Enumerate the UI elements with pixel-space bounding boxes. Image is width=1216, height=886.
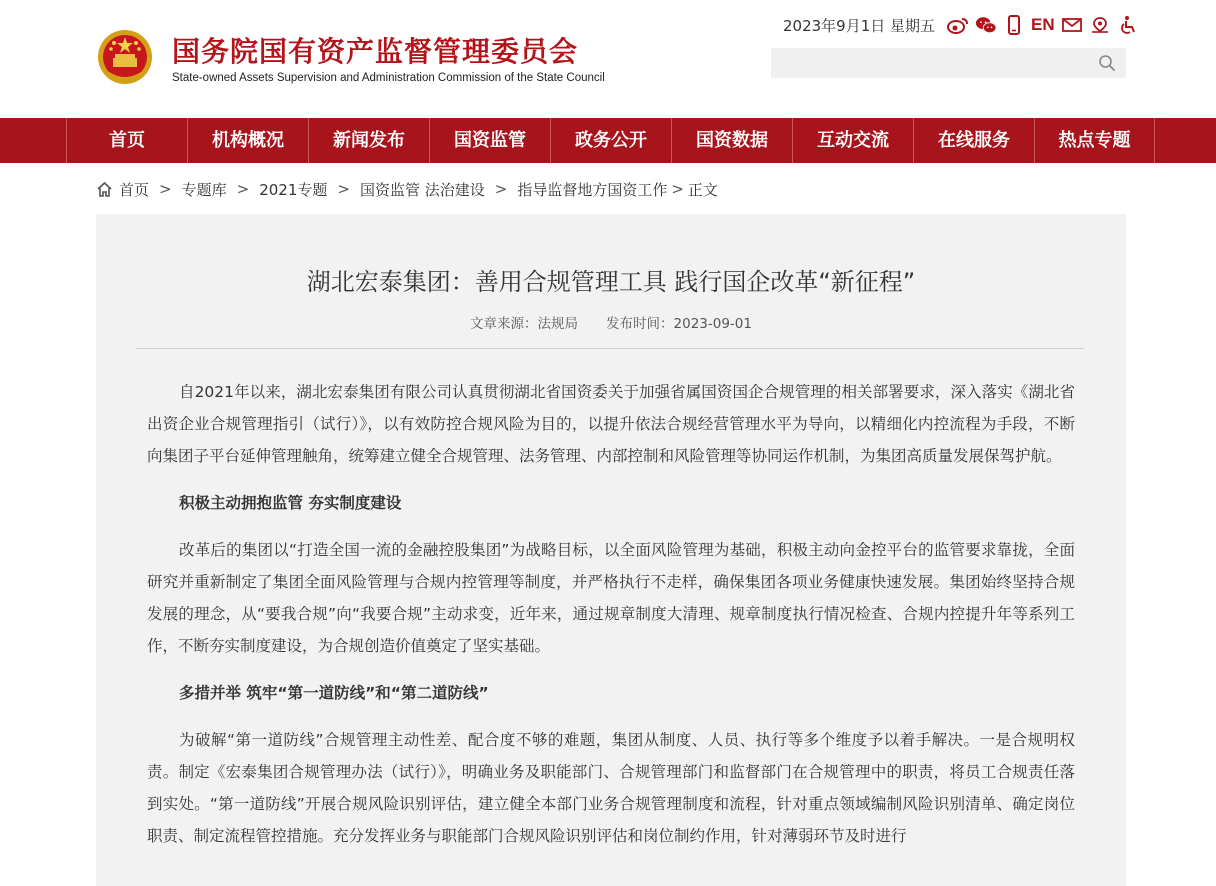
current-date: 2023年9月1日 星期五	[783, 16, 936, 35]
accessibility-icon[interactable]	[1117, 14, 1139, 36]
breadcrumb-separator: >	[159, 180, 172, 198]
mail-icon[interactable]	[1061, 14, 1083, 36]
site-title[interactable]: 国务院国有资产监督管理委员会	[172, 35, 579, 68]
breadcrumb-topic-library[interactable]: 专题库	[181, 180, 227, 199]
nav-item-interaction[interactable]: 互动交流	[792, 118, 913, 163]
article-body	[147, 376, 1075, 852]
breadcrumb-2021-topics[interactable]: 2021专题	[259, 180, 328, 199]
breadcrumb-separator: >	[494, 180, 508, 198]
search-icon[interactable]	[1098, 54, 1116, 72]
search-box	[771, 48, 1126, 78]
breadcrumb-separator: >	[337, 180, 350, 198]
article-paragraph: 改革后的集团以“打造全国一流的金融控股集团”为战略目标，以全面风险管理为基础，积极主动向金控平台的监管要求靠拢，全面研究并重新制定了集团全面风险管理与合规内控管理等制度，并严格执行不走样，确保集团各项业务健康快速发展。集团始终坚持合规发展的理念，从“要我合规”向“我要合规”主动求变，近年来，通过规章制度大清理、规章制度执行情况检查、合规内控提升年等系列工作，不断夯实制度建设，为合规创造价值奠定了坚实基础。	[147, 541, 1075, 655]
breadcrumb-separator: >	[236, 180, 250, 198]
article-subheading: 多措并举 筑牢“第一道防线”和“第二道防线”	[179, 684, 489, 702]
article-container	[96, 214, 1126, 886]
breadcrumb-legal-construction[interactable]: 国资监管 法治建设	[359, 180, 485, 199]
nav-item-gov-affairs[interactable]: 政务公开	[550, 118, 671, 163]
breadcrumb-home[interactable]: 首页	[119, 180, 150, 199]
nav-item-online-service[interactable]: 在线服务	[913, 118, 1034, 163]
breadcrumb-current: 正文	[687, 180, 718, 199]
home-icon	[96, 181, 113, 198]
article-paragraph: 为破解“第一道防线”合规管理主动性差、配合度不够的难题，集团从制度、人员、执行等多个维度予以着手解决。一是合规明权责。制定《宏泰集团合规管理办法（试行）》，明确业务及职能部门、合规管理部门和监督部门在合规管理中的职责，将员工合规责任落到实处。“第一道防线”开展合规风险识别评估，建立健全本部门业务合规管理制度和流程，针对重点领域编制风险识别清单、确定岗位职责、制定流程管控措施。充分发挥业务与职能部门合规风险识别评估和岗位制约作用，针对薄弱环节及时进行	[147, 731, 1075, 845]
search-input[interactable]	[771, 48, 1091, 78]
article-paragraph: 自2021年以来，湖北宏泰集团有限公司认真贯彻湖北省国资委关于加强省属国资国企合规管理的相关部署要求，深入落实《湖北省出资企业合规管理指引（试行）》，以有效防控合规风险为目的，以提升依法合规经营管理水平为导向，以精细化内控流程为手段，不断向集团子平台延伸管理触角，统筹建立健全合规管理、法务管理、内部控制和风险管理等协同运作机制，为集团高质量发展保驾护航。	[147, 383, 1075, 465]
nav-item-hot-topics[interactable]: 热点专题	[1034, 118, 1155, 163]
article-source: 文章来源：法规局	[470, 316, 579, 332]
article-publish-date: 发布时间：2023-09-01	[606, 316, 752, 332]
breadcrumb	[96, 178, 718, 200]
english-version-link[interactable]: EN	[1031, 15, 1055, 34]
breadcrumb-separator: >	[671, 180, 684, 198]
map-location-icon[interactable]	[1089, 14, 1111, 36]
nav-item-about[interactable]: 机构概况	[187, 118, 308, 163]
article-subheading: 积极主动拥抱监管 夯实制度建设	[179, 494, 402, 512]
site-header	[0, 0, 1216, 118]
nav-item-data[interactable]: 国资数据	[671, 118, 792, 163]
weibo-icon[interactable]	[947, 14, 969, 36]
main-nav	[0, 118, 1216, 163]
breadcrumb-local-guidance[interactable]: 指导监督地方国资工作	[517, 180, 668, 199]
nav-item-supervision[interactable]: 国资监管	[429, 118, 550, 163]
national-emblem-icon[interactable]	[97, 28, 153, 86]
top-utility-bar	[783, 12, 1139, 38]
article-meta	[96, 312, 1126, 332]
nav-item-home[interactable]: 首页	[66, 118, 187, 163]
mobile-icon[interactable]	[1003, 14, 1025, 36]
nav-item-news[interactable]: 新闻发布	[308, 118, 429, 163]
title-divider	[136, 348, 1084, 349]
site-subtitle-en: State-owned Assets Supervision and Administration Commission of the State Council	[172, 72, 605, 84]
wechat-icon[interactable]	[975, 14, 997, 36]
article-title: 湖北宏泰集团：善用合规管理工具 践行国企改革“新征程”	[306, 268, 916, 296]
